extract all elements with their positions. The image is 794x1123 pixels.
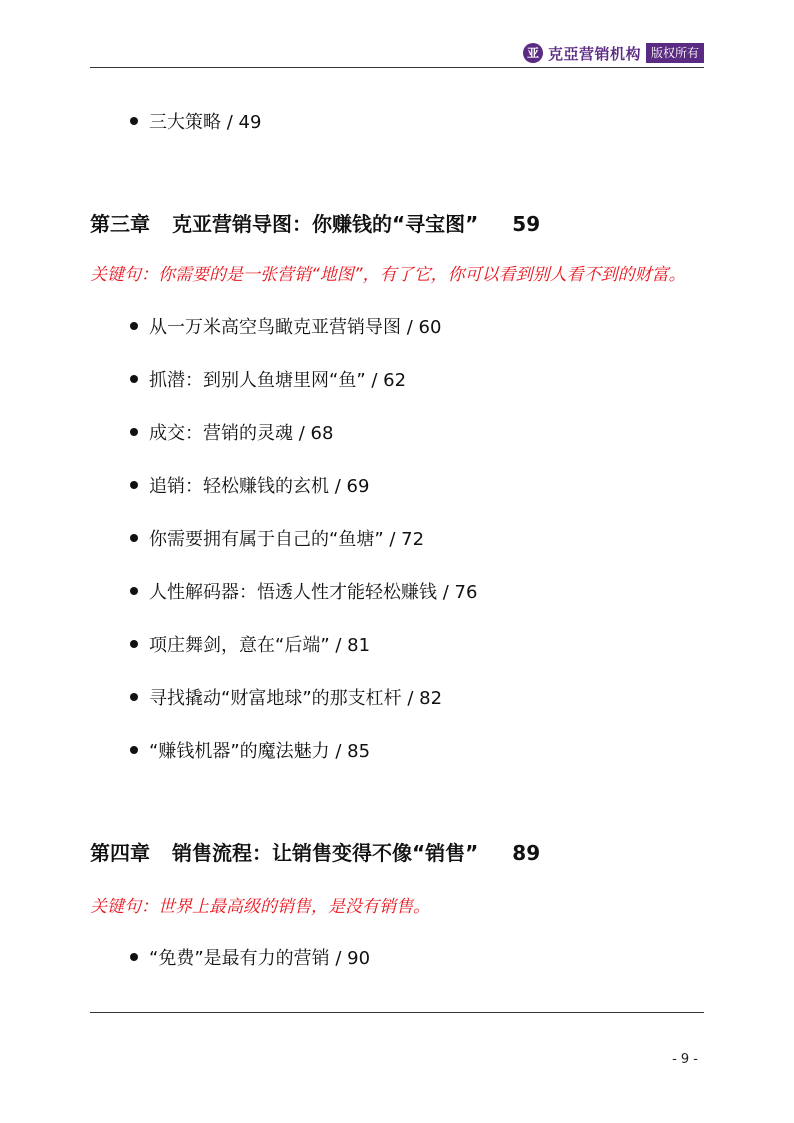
list-item-text: 三大策略 / 49 [149,112,262,133]
brand-name: 克亞营销机构 [547,44,641,63]
bullet-icon [130,640,138,648]
bullet-icon [130,322,138,330]
chapter-title: 克亚营销导图：你赚钱的“寻宝图” [172,212,479,236]
bullet-icon [130,481,138,489]
list-item-text: 追销：轻松赚钱的玄机 / 69 [149,476,370,497]
list-item-text: 你需要拥有属于自己的“鱼塘” / 72 [149,529,425,550]
list-item [130,111,261,135]
list-item [130,422,333,446]
header-divider [90,67,704,68]
key-sentence: 关键句：世界上最高级的销售，是没有销售。 [90,897,430,917]
list-item-text: “免费”是最有力的营销 / 90 [149,948,371,969]
chapter-label: 第三章 [90,212,150,236]
list-item [130,475,369,499]
bullet-icon [130,587,138,595]
bullet-icon [130,428,138,436]
chapter-page: 89 [512,841,541,865]
list-item [130,740,370,764]
list-item-text: “赚钱机器”的魔法魅力 / 85 [149,741,371,762]
brand-block [523,42,704,64]
bullet-icon [130,375,138,383]
page-header [90,40,704,68]
list-item-text: 人性解码器：悟透人性才能轻松赚钱 / 76 [149,582,478,603]
list-item-text: 寻找撬动“财富地球”的那支杠杆 / 82 [149,688,443,709]
chapter-title: 销售流程：让销售变得不像“销售” [172,841,479,865]
bullet-icon [130,953,138,961]
bullet-icon [130,534,138,542]
list-item [130,369,406,393]
list-item [130,947,370,971]
list-item-text: 抓潜：到别人鱼塘里网“鱼” / 62 [149,370,407,391]
bullet-icon [130,693,138,701]
list-item [130,528,424,552]
copyright-badge: 版权所有 [646,43,704,63]
list-item [130,316,441,340]
page-number: - 9 - [672,1052,698,1067]
list-item [130,634,370,658]
list-item-text: 从一万米高空鸟瞰克亚营销导图 / 60 [149,317,442,338]
chapter-heading-3 [90,211,540,237]
list-item-text: 项庄舞剑，意在“后端” / 81 [149,635,371,656]
chapter-page: 59 [512,212,541,236]
chapter-heading-4 [90,840,540,866]
key-sentence: 关键句：你需要的是一张营销“地图”，有了它，你可以看到别人看不到的财富。 [90,265,686,285]
bullet-icon [130,117,138,125]
brand-logo-icon: 亚 [523,43,543,63]
list-item [130,687,442,711]
chapter-label: 第四章 [90,841,150,865]
footer-divider [90,1012,704,1013]
list-item-text: 成交：营销的灵魂 / 68 [149,423,334,444]
bullet-icon [130,746,138,754]
list-item [130,581,477,605]
